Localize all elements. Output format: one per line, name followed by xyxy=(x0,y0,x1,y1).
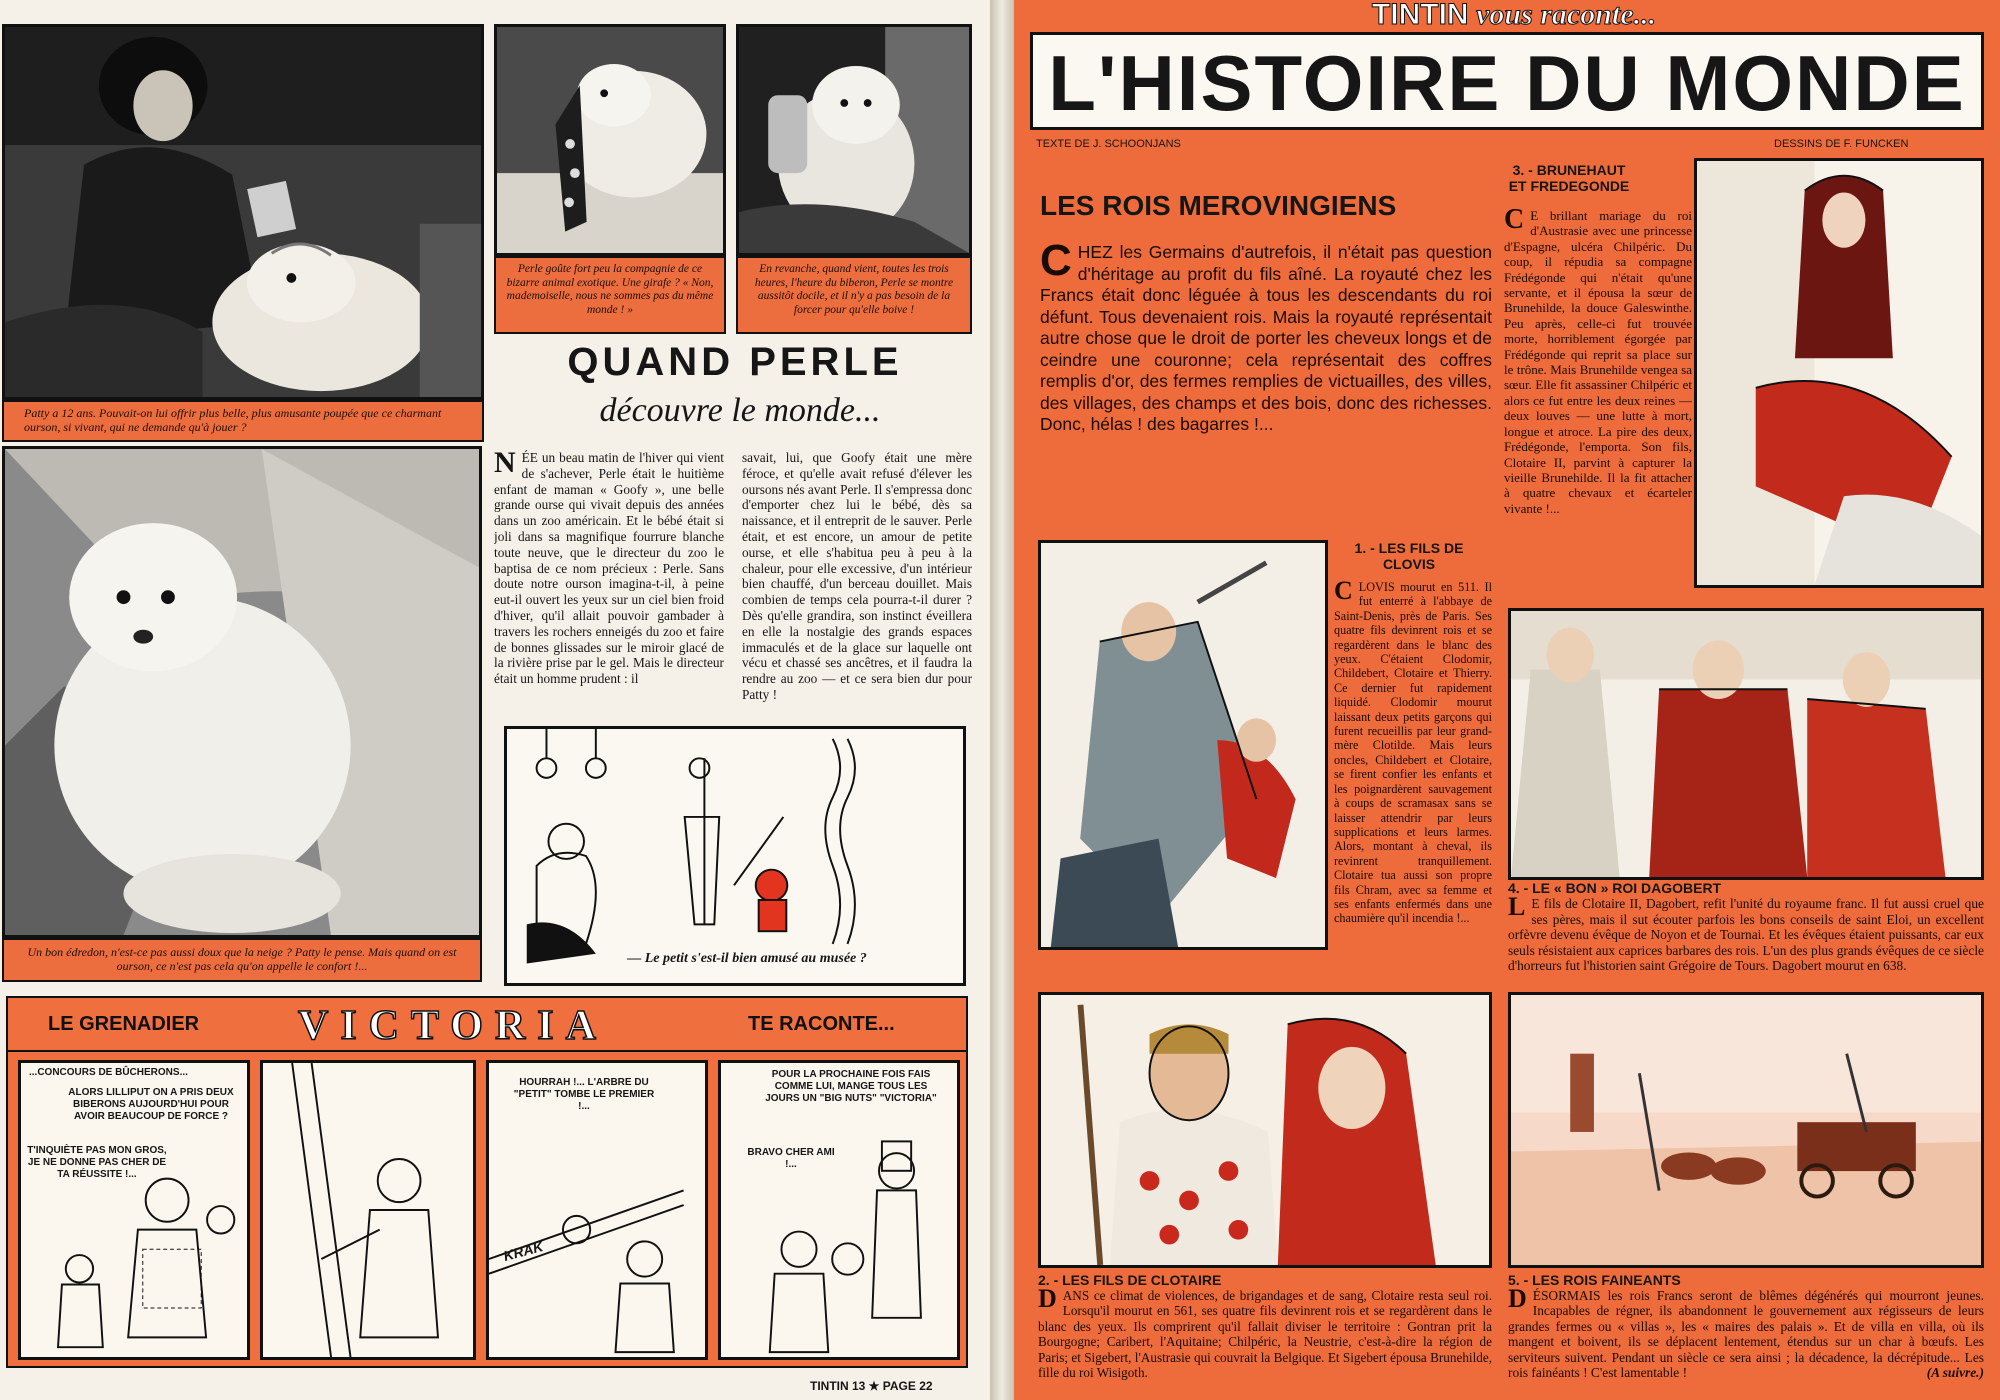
section-title: LES ROIS MEROVINGIENS xyxy=(1040,190,1397,221)
intro-drop-cap: C xyxy=(1040,236,1072,285)
to-be-continued: (A suivre.) xyxy=(1926,1365,1984,1381)
s1-title: 1. - LES FILS DE CLOVIS xyxy=(1354,540,1464,572)
page-footer: TINTIN 13 ★ PAGE 22 xyxy=(810,1379,933,1393)
illustration-sons-of-clovis xyxy=(1038,540,1328,950)
strip-p3-balloon1: HOURRAH !... L'ARBRE DU "PETIT" TOMBE LE PREMIER !... xyxy=(513,1077,655,1112)
strip-p4-balloon2: BRAVO CHER AMI !... xyxy=(747,1147,835,1170)
intro-text: CHEZ les Germains d'autrefois, il n'était pas question d'héritage au profit du fils aîné. La royauté chez les Francs était donc léguée à tous les descendants du roi défunt. Tous devenaient rois. Mais la royauté représentait autre chose que le droit de porter les cheveux longs et de ceindre une couronne; cela représentait des coffres remplis d'or, des fermes remplies de victuailles, des villes, des villages, des champs et des bois, donc des richesses. Donc, hélas ! des bagarres !... xyxy=(1040,236,1492,434)
victoria-banner xyxy=(6,996,968,1052)
article-column-1: NÉE un beau matin de l'hiver qui vient de s'achever, Perle était le huitième enfant de maman « Goofy », une belle grande ourse qui vivait depuis des années dans un zoo américain. Et le bébé était si joli dans sa magnifique fourrure blanche toute neuve, que le directeur du zoo le baptisa de ce nom précieux : Perle. Sans doute notre ourson imagina-t-il, à peine eut-il ouvert les yeux sur un ciel bien froid d'hiver, qu'il allait pouvoir gambader à travers les rochers enneigés du zoo et faire de bonnes glissades sur le miroir glacé de la rivière prise par le gel. Mais le directeur était un homme prudent : il xyxy=(494,450,724,687)
photo-cub-bottle-feeding xyxy=(736,24,972,256)
cartoon-caption: — Le petit s'est-il bien amusé au musée ? xyxy=(627,951,867,966)
spine xyxy=(990,0,1014,1400)
strip-panel-3 xyxy=(486,1060,708,1360)
strip-p1-balloon1: ALORS LILLIPUT ON A PRIS DEUX BIBERONS AUJOURD'HUI POUR AVOIR BEAUCOUP DE FORCE ? xyxy=(68,1087,234,1122)
illustration-brunehilde xyxy=(1694,158,1984,588)
illustration-lazy-kings xyxy=(1508,992,1984,1268)
s2-text: DANS ce climat de violences, de brigandages et de sang, Clotaire resta seul roi. Lorsqu'il mourut en 561, ses quatre fils devinrent rois et se regardèrent dans le blanc des yeux. Ils comprirent qu'il fallait diviser le territoire : Gontran prit la Bourgogne; Caribert, l'Aquitaine; Chilpéric, la Neustrie, c'est-à-dire la région de Paris; et Sigebert, l'Austrasie qui couvrait la Belgique. Et Sigebert épousa Brunehilde, fille du roi Wisigoth. xyxy=(1038,1284,1492,1381)
s3-title: 3. - BRUNEHAUT ET FREDEGONDE xyxy=(1508,162,1630,194)
caption-photo1: Patty a 12 ans. Pouvait-on lui offrir plus belle, plus amusante poupée que ce charmant ourson, si vivant, qui ne demande qu'à jouer ? xyxy=(2,400,484,442)
strip-panel-1 xyxy=(18,1060,250,1360)
s4-title: 4. - LE « BON » ROI DAGOBERT xyxy=(1508,880,1722,896)
credit-text: TEXTE DE J. SCHOONJANS xyxy=(1036,138,1181,150)
cartoon-museum xyxy=(504,726,966,986)
strip-panel-4 xyxy=(718,1060,960,1360)
right-page xyxy=(1014,0,2000,1400)
s5-text: DÉSORMAIS les rois Francs seront de blêmes dégénérés qui mourront jeunes. Incapables de régner, ils abandonnent le gouvernement aux régisseurs de leurs grandes fermes ou « villas », les « maires des palais ». Et de villa en villa, où ils mangent et boivent, ils se déplacent lentement, étendus sur un char à bœufs. Les serviteurs suivent. Pendant un siècle ce sera ainsi ; la décadence, la décrépitude... Les rois fainéants ! C'est lamentable ! (A suivre.) xyxy=(1508,1284,1984,1381)
strip-p1-balloon2: T'INQUIÈTE PAS MON GROS, JE NE DONNE PAS CHER DE TA RÉUSSITE !... xyxy=(27,1145,167,1180)
kicker-vous-raconte: vous raconte... xyxy=(1476,0,1657,31)
photo-cub-on-eiderdown xyxy=(2,446,482,938)
illustration-dagobert xyxy=(1508,608,1984,880)
victoria-banner-right: TE RACONTE... xyxy=(748,1013,895,1035)
caption-photo3: En revanche, quand vient, toutes les trois heures, l'heure du biberon, Perle se montre aussitôt docile, et il n'y a pas besoin de la forcer pour qu'elle boive ! xyxy=(736,256,972,334)
caption-photo4: Un bon édredon, n'est-ce pas aussi doux que la neige ? Patty le pense. Mais quand on est ourson, ce n'est pas cela qu'on appelle le confort !... xyxy=(2,938,482,982)
victoria-brand: VICTORIA xyxy=(298,1003,608,1049)
comic-strip xyxy=(6,1052,968,1368)
s5-title: 5. - LES ROIS FAINEANTS xyxy=(1508,1272,1681,1288)
strip-p4-balloon1: POUR LA PROCHAINE FOIS FAIS COMME LUI, MANGE TOUS LES JOURS UN "BIG NUTS" "VICTORIA" xyxy=(765,1069,937,1104)
illustration-sons-of-clotaire xyxy=(1038,992,1492,1268)
kicker xyxy=(1314,0,1714,32)
credit-drawings: DESSINS DE F. FUNCKEN xyxy=(1774,138,1909,150)
article-drop-cap: N xyxy=(494,450,516,479)
page-title: L'HISTOIRE DU MONDE xyxy=(1048,39,1966,127)
photo-girl-with-bear xyxy=(2,24,484,400)
strip-panel-2 xyxy=(260,1060,476,1360)
strip-p3-sfx: KRAK xyxy=(501,1238,545,1264)
s1-text: CLOVIS mourut en 511. Il fut enterré à l'abbaye de Saint-Denis, près de Paris. Ses quatre fils devinrent rois et se regardèrent dans le blanc des yeux. C'étaient Clodomir, Childebert, Clotaire et Thierry. Ce dernier fut rapidement liquidé. Clodomir mourut laissant deux petits garçons qui furent recueillis par leur grand-mère Clotilde. Mais leurs oncles, Childebert et Clotaire, se firent confier les enfants et les poignardèrent sauvagement à coups de scramasax sans se laisser attendrir par leurs supplications et leurs larmes. Alors, montant à cheval, ils revinrent tranquillement. Clotaire tua aussi son propre fils Chram, avec sa femme et ses enfants enfermés dans une chaumière qu'il incendia !... xyxy=(1334,580,1492,926)
photo-cub-with-giraffe xyxy=(494,24,726,256)
article-subheadline: découvre le monde... xyxy=(599,392,881,429)
victoria-banner-left: LE GRENADIER xyxy=(48,1013,200,1035)
article-headline: QUAND PERLE xyxy=(567,340,903,384)
article-column-2: savait, lui, que Goofy était une mère féroce, et qu'elle avait refusé d'élever les oursons nés avant Perle. Il s'empressa donc d'emporter chez lui le bébé, dès sa naissance, et il entreprit de le sauver. Perle était, et est encore, un amour de petite ourse, et elle s'habitua peu à peu à la chaleur, pour elle excessive, d'un intérieur bien chauffé, d'un berceau douillet. Mais combien de temps cela pourra-t-il durer ? Dès qu'elle grandira, son instinct éveillera en elle la nostalgie des grands espaces immaculés et de la glace sur laquelle ont vécu et chassé ses ancêtres, et il faudra la rendre au zoo — et ce sera bien dur pour Patty ! xyxy=(742,450,972,702)
left-page xyxy=(0,0,990,1400)
s3-text: C E brillant mariage du roi d'Austrasie avec une princesse d'Espagne, ulcéra Chilpéric. Du coup, il répudia sa compagne Frédégonde qui n'était qu'une servante, et il épousa la sœur de Brunehilde, la douce Galeswinthe. Peu après, celle-ci fut trouvée morte, horriblement égorgée par Frédégonde qui reprit sa place sur le trône. Mais Brunehilde vengea sa sœur. Elle fit assassiner Chilpéric et alors ce fut entre les deux reines — deux louves — une lutte à mort, longue et atroce. La pire des deux, Frédégonde, l'emporta. Son fils, Clotaire II, parvint à capturer la vieille Brunehilde. Il la fit attacher à quatre chevaux et écarteler vivante !... xyxy=(1504,208,1692,516)
kicker-tintin: TINTIN xyxy=(1371,0,1469,31)
s4-text: L E fils de Clotaire II, Dagobert, refit l'unité du royaume franc. Il fut aussi cruel que ses pères, mais il sut écouter parfois les bons conseils de saint Eloi, un excellent orfèvre devenu évêque de Noyon et de Tournai. Et les évêques étaient puissants, car eux seuls résistaient aux caprices barbares des rois. L'un des plus grands évêques de ce siècle d'horreurs fut l'historien saint Grégoire de Tours. Dagobert mourut en 638. xyxy=(1508,892,1984,974)
strip-p1-top: ...CONCOURS DE BÛCHERONS... xyxy=(29,1067,188,1078)
caption-photo2: Perle goûte fort peu la compagnie de ce bizarre animal exotique. Une girafe ? « Non, mademoiselle, nous ne sommes pas du même monde ! » xyxy=(494,256,726,334)
s2-title: 2. - LES FILS DE CLOTAIRE xyxy=(1038,1272,1222,1288)
title-box xyxy=(1030,32,1984,130)
